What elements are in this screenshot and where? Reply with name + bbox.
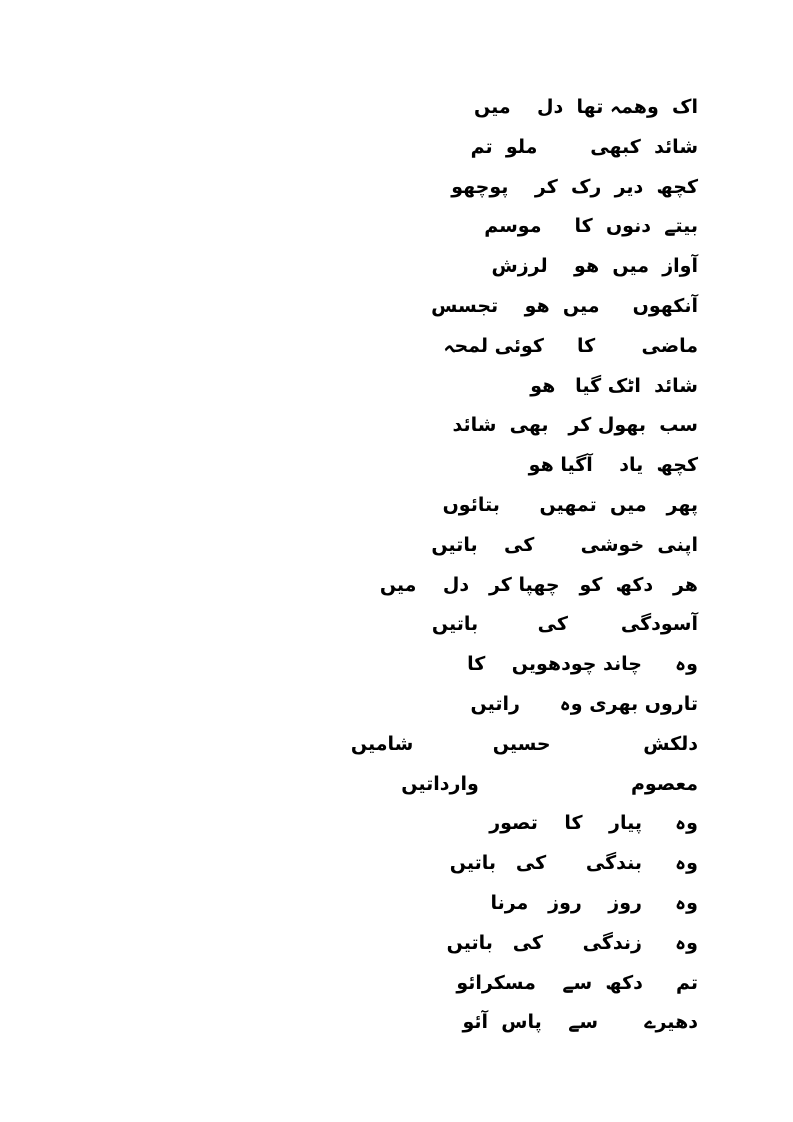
poem-line: دھیرے سے پاس آئو <box>462 1011 698 1034</box>
poem-line: سب بھول کر بھی شائد <box>452 414 698 437</box>
poem-line: معصوم وارداتیں <box>401 772 698 795</box>
poem-line: دلکش حسیں شامیں <box>350 732 698 755</box>
poem-line: وہ پیار کا تصور <box>489 812 698 835</box>
poem-line: آواز میں ھو لرزش <box>491 255 698 278</box>
poem-line: تم دکھ سے مسکرائو <box>456 971 698 994</box>
poem-text <box>258 88 698 1043</box>
poem-line: وہ چاند چودھویں کا <box>467 653 698 676</box>
poem-line: تاروں بھری وہ راتیں <box>470 692 698 715</box>
poem-line: وہ بندگی کی باتیں <box>449 852 698 875</box>
poem-line: آنکھوں میں ھو تجسس <box>431 294 698 317</box>
poem-line: پھر میں تمھیں بتائوں <box>442 493 698 516</box>
poem-line: آسودگی کی باتیں <box>431 613 698 636</box>
poem-line: بیتے دنوں کا موسم <box>484 215 698 238</box>
poem-line: کچھ دیر رک کر پوچھو <box>451 175 698 198</box>
poem-line: وہ زندگی کی باتیں <box>446 931 698 954</box>
poem-line: شائد اٹک گیا ھو <box>530 374 698 397</box>
poem-line: وہ روز روز مرنا <box>490 891 698 914</box>
poem-line: شائد کبھی ملو تم <box>470 135 698 158</box>
poem-line: کچھ یاد آگیا ھو <box>528 454 698 477</box>
poem-line: ھر دکھ کو چھپا کر دل میں <box>379 573 698 596</box>
poem-line: ماضی کا کوئی لمحہ <box>443 334 698 357</box>
poem-line: اپنی خوشی کی باتیں <box>431 533 698 556</box>
poem-line: اک وھمہ تھا دل میں <box>473 96 698 118</box>
